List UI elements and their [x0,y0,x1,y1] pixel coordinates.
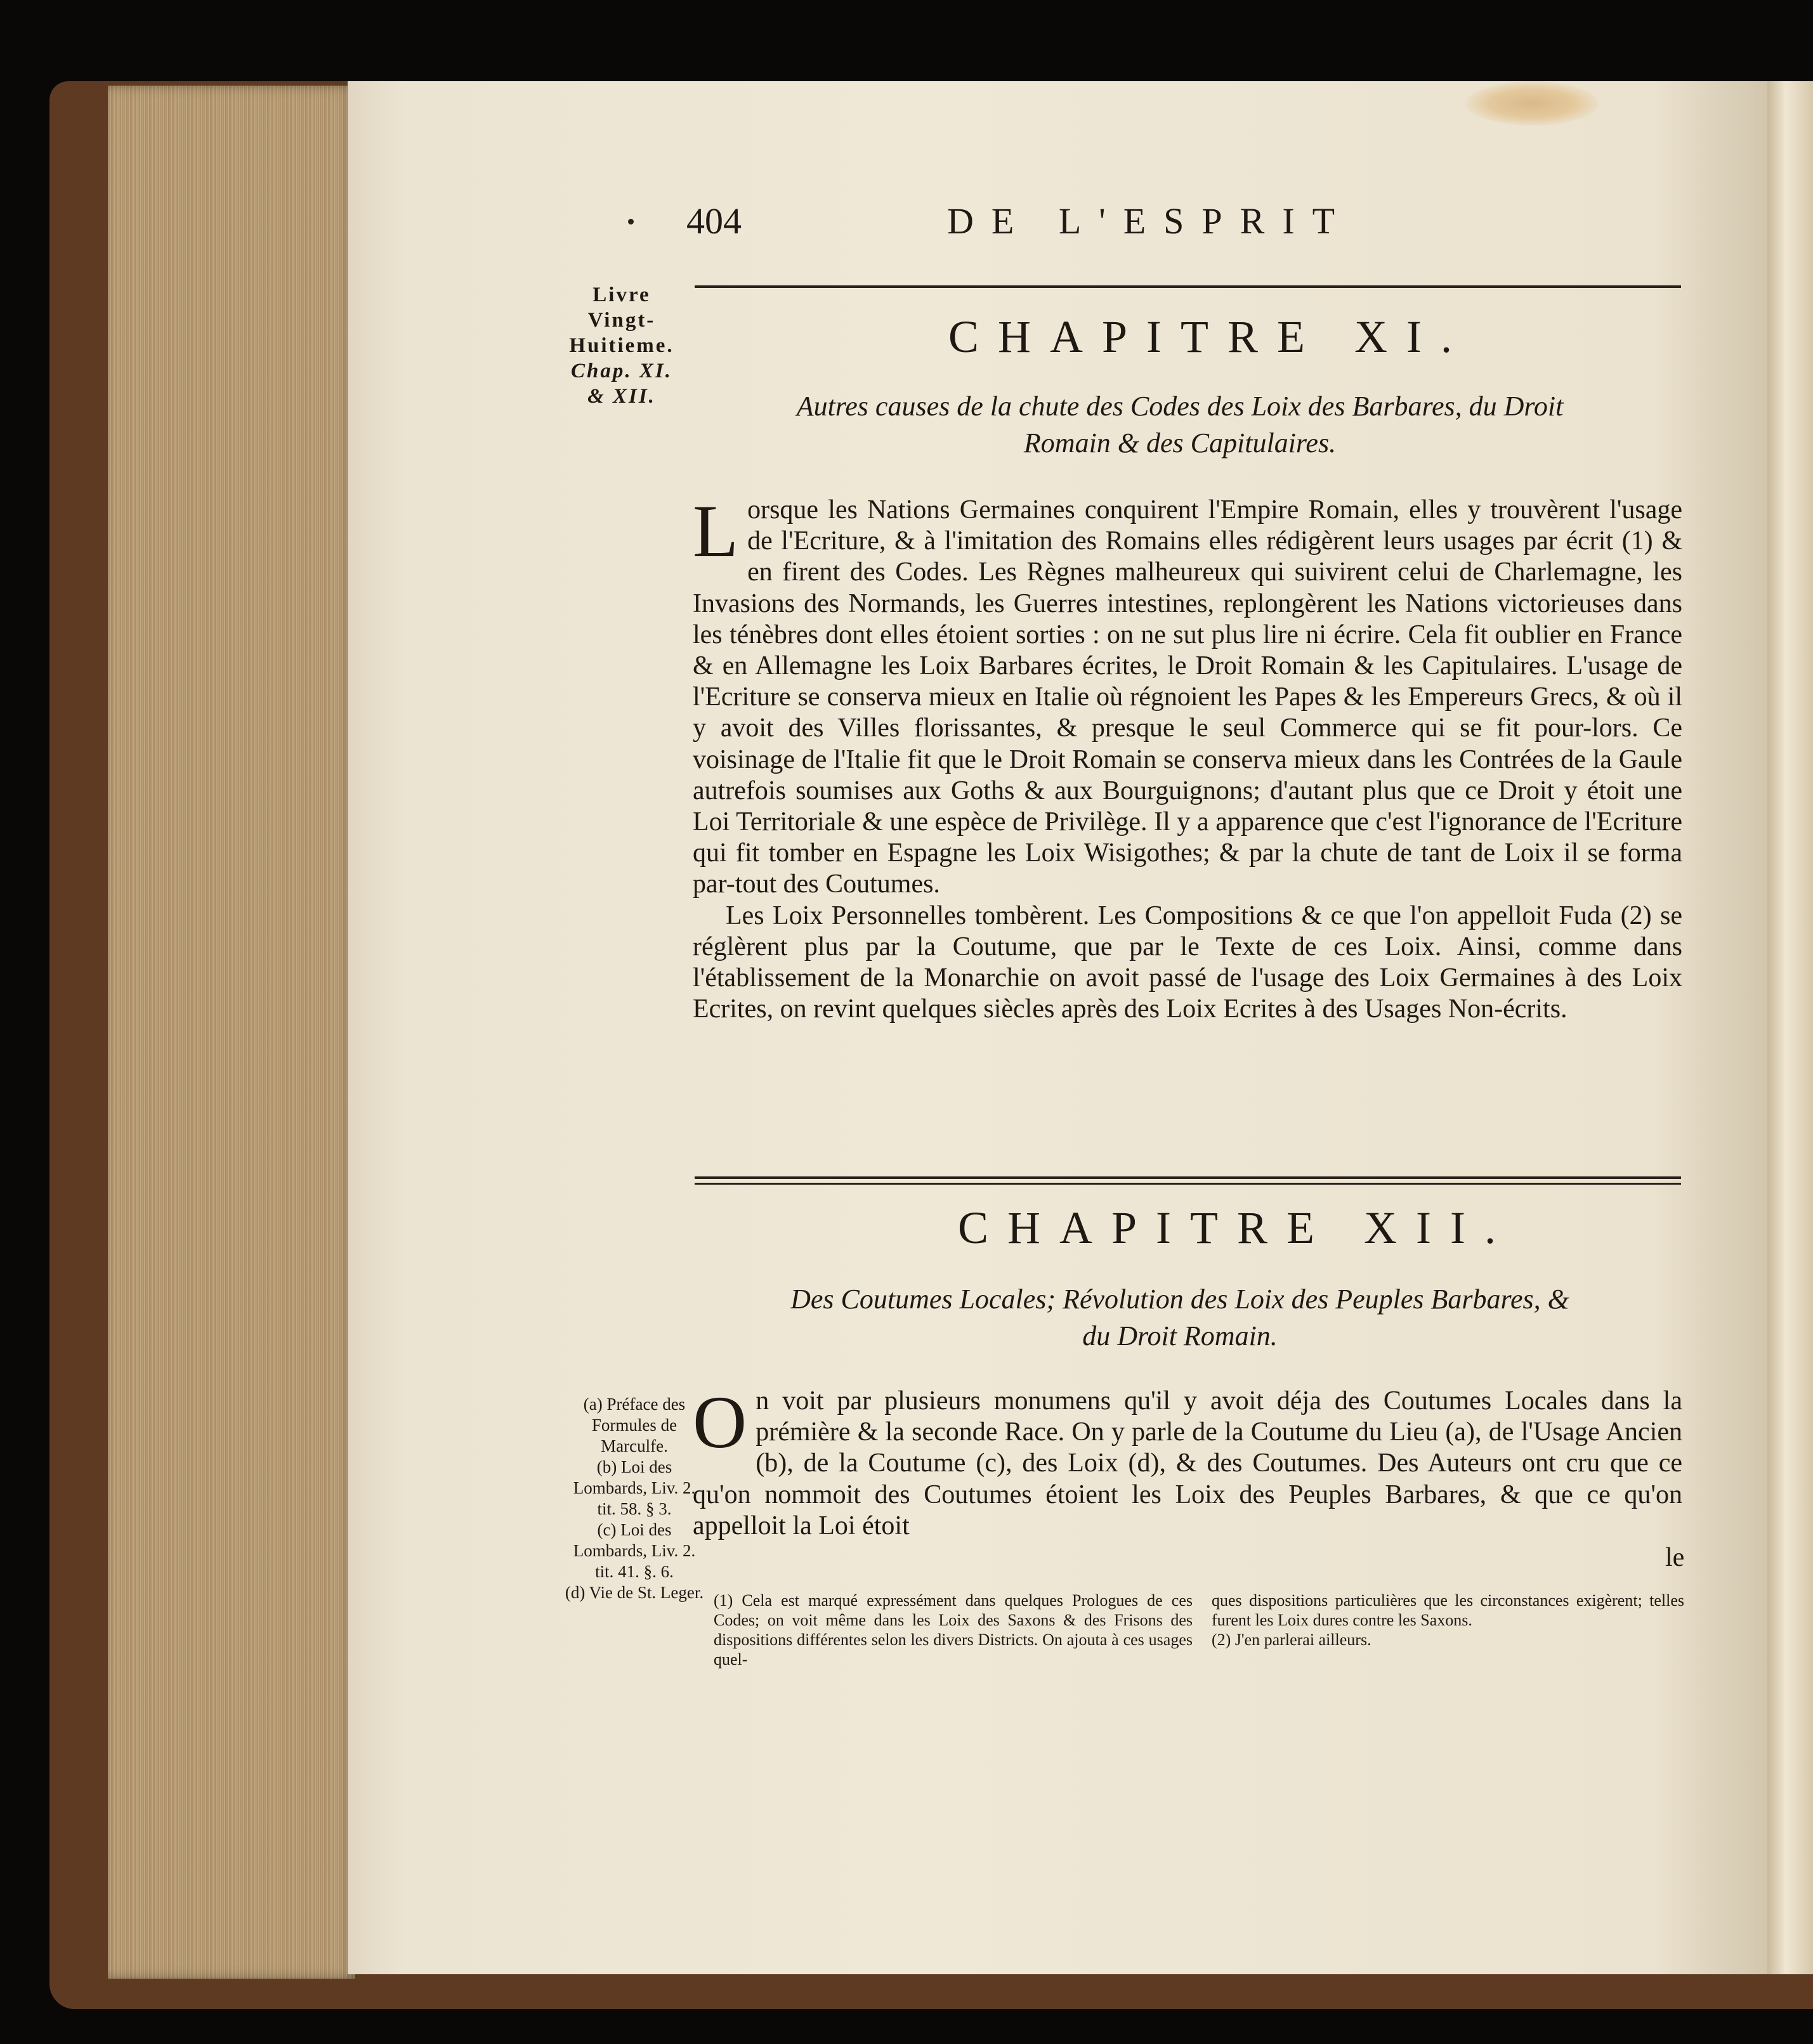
margin-line: Chap. XI. [571,360,672,382]
margin-line: Huitieme. [569,334,674,357]
side-note: (a) Préface des Formules de Marculfe. [583,1395,686,1455]
chapter-xii-subtitle [710,1281,1649,1355]
running-title: DE L'ESPRIT [947,200,1353,242]
side-note: (c) Loi des Lombards, Liv. 2. tit. 41. §. 6. [573,1520,696,1581]
header-dot [628,219,634,225]
paper-stain [1465,81,1599,126]
margin-line: Vingt- [587,309,656,332]
margin-book-reference [558,282,685,409]
chapter-xi-subtitle [710,388,1649,462]
margin-line: Livre [592,283,651,306]
side-note: (d) Vie de St. Leger. [565,1583,704,1602]
facing-page-edge [1767,81,1813,1974]
chapter-xi-text [693,490,1682,1025]
page-number: 404 [686,200,742,242]
chapter-xii-title: CHAPITRE XII. [958,1202,1515,1253]
subtitle-line: Romain & des Capitulaires. [1023,427,1337,459]
side-note: (b) Loi des Lombards, Liv. 2. tit. 58. § 3. [573,1457,696,1518]
header-rule [695,285,1681,288]
chapter-rule [695,1183,1681,1185]
paragraph: n voit par plusieurs monumens qu'il y avoit déja des Coutumes Locales dans la prémière & la seconde Race. On y parle de la Coutume du Lieu (a), de l'Usage Ancien (b), de la Coutume (c), des Loix (d), & des Coutumes. Des Auteurs ont cru que ce qu'on nommoit des Coutumes étoient les Loix des Peuples Barbares, & que ce qu'on appelloit la Loi étoit [693,1386,1682,1540]
footnote-text: (2) J'en parlerai ailleurs. [1212,1631,1371,1649]
chapter-rule [695,1176,1681,1179]
chapter-xii-text [693,1381,1682,1542]
footnote-text: ques dispositions particulières que les circonstances exigèrent; telles furent les Loix dures contre les Saxons. [1212,1591,1684,1629]
chapter-xi-title: CHAPITRE XI. [948,311,1471,362]
margin-line: & XII. [587,385,656,408]
drop-cap: L [693,490,739,573]
paragraph: orsque les Nations Germaines conquirent l'Empire Romain, elles y trouvèrent l'usage de l'Ecriture, & à l'imitation des Romains elles rédigèrent leurs usages par écrit (1) & en firent des Codes. Les Règnes malheureux qui suivirent celui de Charlemagne, les Invasions des Normands, les Guerres intestines, replongèrent les Nations victorieuses dans les ténèbres dont elles étoient sorties : on ne sut plus lire ni écrire. Cela fit oublier en France & en Allemagne les Loix Barbares écrites, le Droit Romain & les Capitulaires. L'usage de l'Ecriture se conserva mieux en Italie où régnoient les Papes & les Empereurs Grecs, & où il y avoit des Villes florissantes, & presque le seul Commerce qui se fit pour-lors. Ce voisinage de l'Italie fit que le Droit Romain se conserva mieux dans les Contrées de la Gaule autrefois soumises aux Goths & aux Bourguignons; d'autant plus que ce Droit y étoit une Loi Territoriale & une espèce de Privilège. Il y a apparence que c'est l'ignorance de l'Ecriture qui fit tomber en Espagne les Loix Wisigothes; & par la chute de tant de Loix il se forma par-tout des Coutumes. [693,495,1682,899]
page-edges [108,86,355,1979]
side-notes [565,1394,704,1603]
footnote-right [1212,1591,1684,1650]
drop-cap: O [693,1381,747,1464]
catchword: le [1665,1543,1685,1572]
subtitle-line: du Droit Romain. [1082,1320,1278,1351]
subtitle-line: Autres causes de la chute des Codes des Loix des Barbares, du Droit [796,391,1564,422]
subtitle-line: Des Coutumes Locales; Révolution des Loix des Peuples Barbares, & [790,1284,1569,1315]
footnote-left: (1) Cela est marqué expressément dans quelques Prologues de ces Codes; on voit même dans les Loix des Saxons & des Frisons des dispositions différentes selon les divers Districts. On ajouta à ces usages quel- [714,1591,1193,1669]
paragraph: Les Loix Personnelles tombèrent. Les Compositions & ce que l'on appelloit Fuda (2) se réglèrent plus par la Coutume, que par le Texte de ces Loix. Ainsi, comme dans l'établissement de la Monarchie on avoit passé de l'usage des Loix Germaines à des Loix Ecrites, on revint quelques siècles après des Loix Ecrites à des Usages Non-écrits. [693,901,1682,1024]
